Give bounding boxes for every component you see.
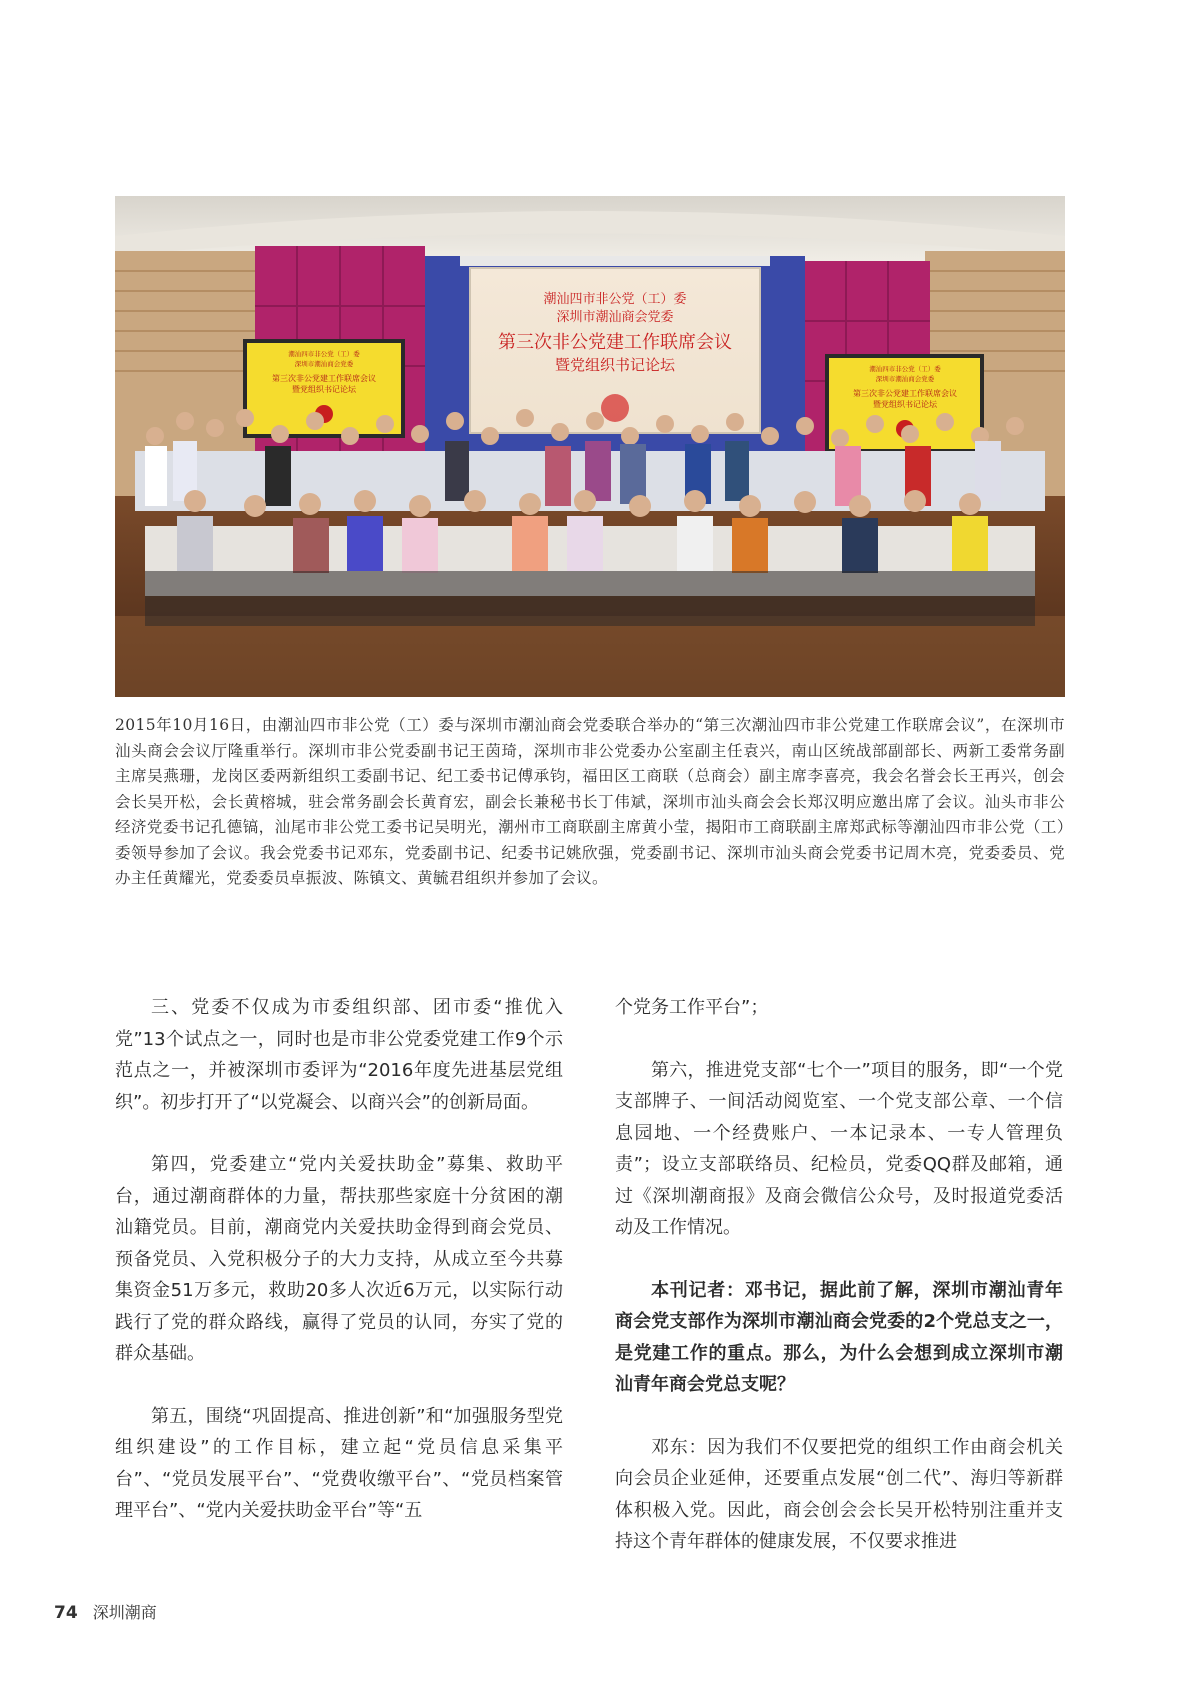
paragraph-five: 第五，围绕“巩固提高、推进创新”和“加强服务型党组织建设”的工作目标，建立起“党员信息采集平台”、“党员发展平台”、“党费收缴平台”、“党员档案管理平台”、“党内关爱扶助金平台”等“五 xyxy=(115,1405,563,1521)
page-footer xyxy=(54,1600,157,1623)
right-banner-line-2: 深圳市潮汕商会党委 xyxy=(875,375,935,383)
right-banner-line-1: 潮汕四市非公党（工）委 xyxy=(869,365,941,373)
screen-line-4: 暨党组织书记论坛 xyxy=(554,356,676,374)
paragraph-four: 第四，党委建立“党内关爱扶助金”募集、救助平台，通过潮商群体的力量，帮扶那些家庭十分贫困的潮汕籍党员。目前，潮商党内关爱扶助金得到商会党员、预备党员、入党积极分子的大力支持，从成立至今共募集资金51万多元，救助20多人次近6万元，以实际行动践行了党的群众路线，赢得了党员的认同，夯实了党的群众基础。 xyxy=(115,1154,563,1364)
right-banner-line-4: 暨党组织书记论坛 xyxy=(873,400,937,409)
page-number: 74 xyxy=(54,1603,78,1623)
screen-line-1: 潮汕四市非公党（工）委 xyxy=(543,292,687,307)
screen-line-2: 深圳市潮汕商会党委 xyxy=(556,310,674,325)
interview-question: 本刊记者：邓书记，据此前了解，深圳市潮汕青年商会党支部作为深圳市潮汕商会党委的2个党总支之一，是党建工作的重点。那么，为什么会想到成立深圳市潮汕青年商会党总支呢？ xyxy=(615,1279,1063,1395)
left-banner-line-3: 第三次非公党建工作联席会议 xyxy=(272,374,376,383)
paragraph-six: 第六，推进党支部“七个一”项目的服务，即“一个党支部牌子、一间活动阅览室、一个党支部公章、一个信息园地、一个经费账户、一本记录本、一专人管理负责”；设立支部联络员、纪检员，党委QQ群及邮箱，通过《深圳潮商报》及商会微信公众号，及时报道党委活动及工作情况。 xyxy=(615,1059,1063,1238)
magazine-name: 深圳潮商 xyxy=(92,1603,157,1622)
right-column xyxy=(615,992,1063,1589)
left-banner-line-1: 潮汕四市非公党（工）委 xyxy=(288,350,360,358)
screen-line-3: 第三次非公党建工作联席会议 xyxy=(498,332,732,353)
left-banner-line-4: 暨党组织书记论坛 xyxy=(292,385,356,394)
left-banner-line-2: 深圳市潮汕商会党委 xyxy=(294,360,354,368)
left-column xyxy=(115,992,563,1558)
paragraph-five-continued: 个党务工作平台”； xyxy=(615,997,769,1018)
interview-answer: 邓东：因为我们不仅要把党的组织工作由商会机关向会员企业延伸，还要重点发展“创二代”、海归等新群体积极入党。因此，商会创会会长吴开松特别注重并支持这个青年群体的健康发展，不仅要求推进 xyxy=(615,1436,1063,1552)
photo-caption: 2015年10月16日，由潮汕四市非公党（工）委与深圳市潮汕商会党委联合举办的“第三次潮汕四市非公党建工作联席会议”，在深圳市汕头商会会议厅隆重举行。深圳市非公党委副书记王茵琦，深圳市非公党委办公室副主任袁兴，南山区统战部副部长、两新工委常务副主席吴燕珊，龙岗区委两新组织工委副书记、纪工委书记傅承钧，福田区工商联（总商会）副主席李喜亮，我会名誉会长王再兴，创会会长吴开松，会长黄榕城，驻会常务副会长黄育宏，副会长兼秘书长丁伟斌，深圳市汕头商会会长郑汉明应邀出席了会议。汕头市非公经济党委书记孔德镐，汕尾市非公党工委书记吴明光，潮州市工商联副主席黄小莹，揭阳市工商联副主席郑武标等潮汕四市非公党（工）委领导参加了会议。我会党委书记邓东，党委副书记、纪委书记姚欣强，党委副书记、深圳市汕头商会党委书记周木亮，党委委员、党办主任黄耀光，党委委员卓振波、陈镇文、黄毓君组织并参加了会议。 xyxy=(115,716,1065,887)
party-emblem-icon xyxy=(601,394,629,422)
group-photo xyxy=(115,196,1065,697)
right-banner-line-3: 第三次非公党建工作联席会议 xyxy=(853,389,957,398)
paragraph-three: 三、党委不仅成为市委组织部、团市委“推优入党”13个试点之一，同时也是市非公党委党建工作9个示范点之一，并被深圳市委评为“2016年度先进基层党组织”。初步打开了“以党凝会、以商兴会”的创新局面。 xyxy=(115,997,563,1113)
